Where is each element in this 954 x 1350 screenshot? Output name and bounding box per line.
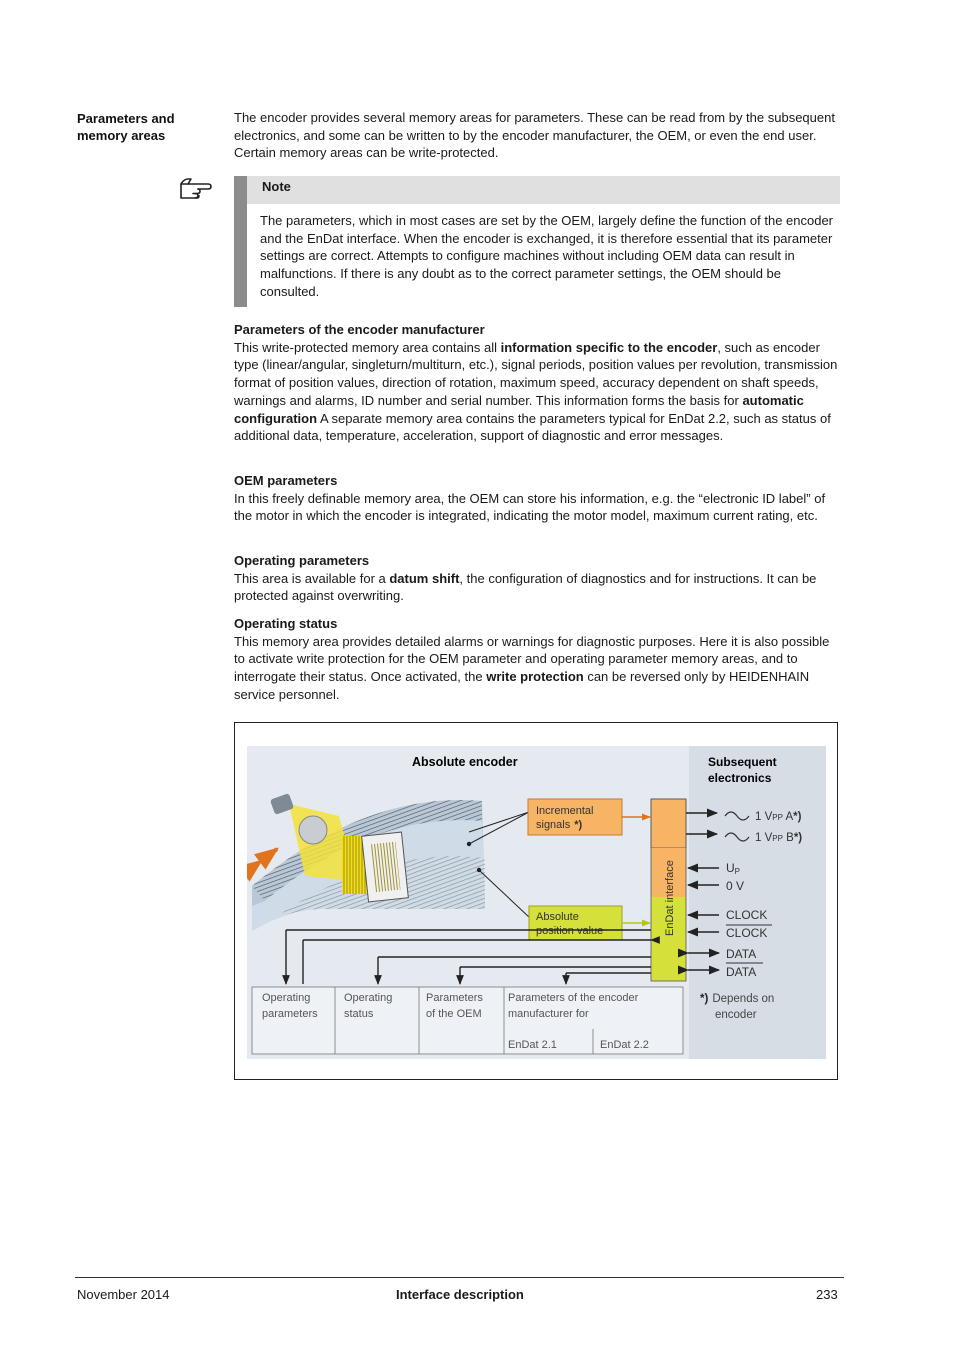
data-label: DATA <box>726 947 757 961</box>
absolute-encoder-title: Absolute encoder <box>412 755 518 769</box>
memory-op-params-1: Operating <box>262 992 311 1004</box>
up-label-text: U <box>726 861 735 875</box>
signal-a-sub: PP <box>772 813 783 822</box>
section-oem <box>234 472 840 525</box>
signal-a-suffix: A <box>782 811 794 823</box>
text-run: , the configuration of diagnostics and for instructions. It can be protected against overwriting. <box>234 570 817 604</box>
text-run: This write-protected memory area contains all <box>234 339 501 355</box>
section-text <box>234 339 840 445</box>
section-heading: Operating status <box>234 616 338 631</box>
note-box <box>234 176 840 307</box>
signal-b-suffix: B <box>782 832 794 844</box>
signal-a-label <box>755 811 802 823</box>
note-bar <box>234 176 247 307</box>
section-heading: Parameters of the encoder manufacturer <box>234 322 485 337</box>
signal-b-prefix: 1 V <box>755 832 773 844</box>
intro-paragraph: The encoder provides several memory areas for parameters. These can be read from by the subsequent electronics, and some can be written to by the encoder manufacturer, the OEM, or even the end user. Certain memory areas can be write-protected. <box>234 110 835 161</box>
subsequent-title-1: Subsequent <box>708 755 777 769</box>
clock-label: CLOCK <box>726 908 768 922</box>
up-label-sub: P <box>734 867 741 876</box>
memory-op-params-2: parameters <box>262 1008 318 1020</box>
section-text <box>234 570 840 605</box>
subsequent-panel <box>689 746 826 1059</box>
bold-run: automatic configuration <box>234 392 804 426</box>
section-text: In this freely definable memory area, the OEM can store his information, e.g. the “electronic ID label” of the motor in which the encoder is integrated, indicating the motor model, maximum current rating, etc. <box>234 490 826 524</box>
subsequent-title-2: electronics <box>708 771 772 785</box>
signal-b-label <box>755 832 802 844</box>
data-bar-label: DATA <box>726 965 757 979</box>
memory-op-status-1: Operating <box>344 992 393 1004</box>
section-heading: Operating parameters <box>234 553 370 568</box>
signal-a-prefix: 1 V <box>755 811 773 823</box>
encoder-diagram <box>247 746 826 1059</box>
incremental-label-2 <box>536 819 583 831</box>
footer-title: Interface description <box>396 1287 524 1302</box>
absolute-label-2: position value <box>536 925 604 937</box>
footer-page-number: 233 <box>816 1287 838 1302</box>
bold-run: write protection <box>486 669 584 685</box>
section-heading: OEM parameters <box>234 473 338 488</box>
section-manufacturer <box>234 321 840 445</box>
text-run: , such as encoder type (linear/angular, singleturn/multiturn, etc.), signal periods, position values per revolution, transmission format of position values, direction of rotation, maximum speed, accuracy dependent on shaft speeds, warnings and alarms, ID number and serial number. This information forms the basis for <box>234 339 838 408</box>
depends-text-1: Depends on <box>712 993 775 1005</box>
incremental-label-2-text: signals <box>536 819 571 831</box>
memory-mfr-1: Parameters of the encoder <box>508 992 639 1004</box>
incremental-label-1: Incremental <box>536 805 594 817</box>
signal-b-sub: PP <box>772 834 783 843</box>
endat-interface-label: EnDat interface <box>664 860 676 936</box>
note-title: Note <box>247 176 840 204</box>
interface-incremental-part <box>651 799 686 848</box>
bold-run: information specific to the encoder <box>500 339 718 355</box>
bold-run: datum shift <box>389 570 460 586</box>
signal-a-mark: *) <box>793 811 802 823</box>
clock-bar-label: CLOCK <box>726 926 768 940</box>
absolute-label-1: Absolute <box>536 911 579 923</box>
side-heading: Parameters and memory areas <box>77 111 175 143</box>
memory-oem-2: of the OEM <box>426 1008 482 1020</box>
memory-mfr-2: manufacturer for <box>508 1008 589 1020</box>
depends-line-2: encoder <box>715 1009 757 1021</box>
footer-rule <box>75 1277 844 1278</box>
pointing-hand-icon <box>178 174 216 202</box>
endat22-label: EnDat 2.2 <box>600 1039 649 1051</box>
text-run: A separate memory area contains the parameters typical for EnDat 2.2, such as status of additional data, temperature, acceleration, support of diagnostic and error messages. <box>234 410 831 444</box>
endat21-label: EnDat 2.1 <box>508 1039 557 1051</box>
note-text: The parameters, which in most cases are set by the OEM, largely define the function of the encoder and the EnDat interface. When the encoder is exchanged, it is therefore essential that its parameter settings are correct. Attempts to configure machines without including OEM data can result in malfunctions. If there is any doubt as to the correct parameter settings, the OEM should be consulted. <box>260 213 834 299</box>
incremental-mark: *) <box>574 819 583 831</box>
section-operating-parameters <box>234 552 840 605</box>
memory-op-status-2: status <box>344 1008 374 1020</box>
signal-b-mark: *) <box>793 832 803 844</box>
text-run: This area is available for a <box>234 570 390 586</box>
footer-date: November 2014 <box>77 1287 170 1302</box>
text-run: This memory area provides detailed alarms or warnings for diagnostic purposes. Here it is also possible to activate write protection for the OEM parameter and operating parameter memory areas, and to interrogate their status. Once activated, the <box>234 633 830 685</box>
zero-v-label: 0 V <box>726 879 745 893</box>
section-operating-status <box>234 615 840 704</box>
section-text <box>234 633 840 704</box>
depends-mark: *) <box>700 993 709 1005</box>
memory-oem-1: Parameters <box>426 992 483 1004</box>
text-run: can be reversed only by HEIDENHAIN service personnel. <box>234 669 810 702</box>
